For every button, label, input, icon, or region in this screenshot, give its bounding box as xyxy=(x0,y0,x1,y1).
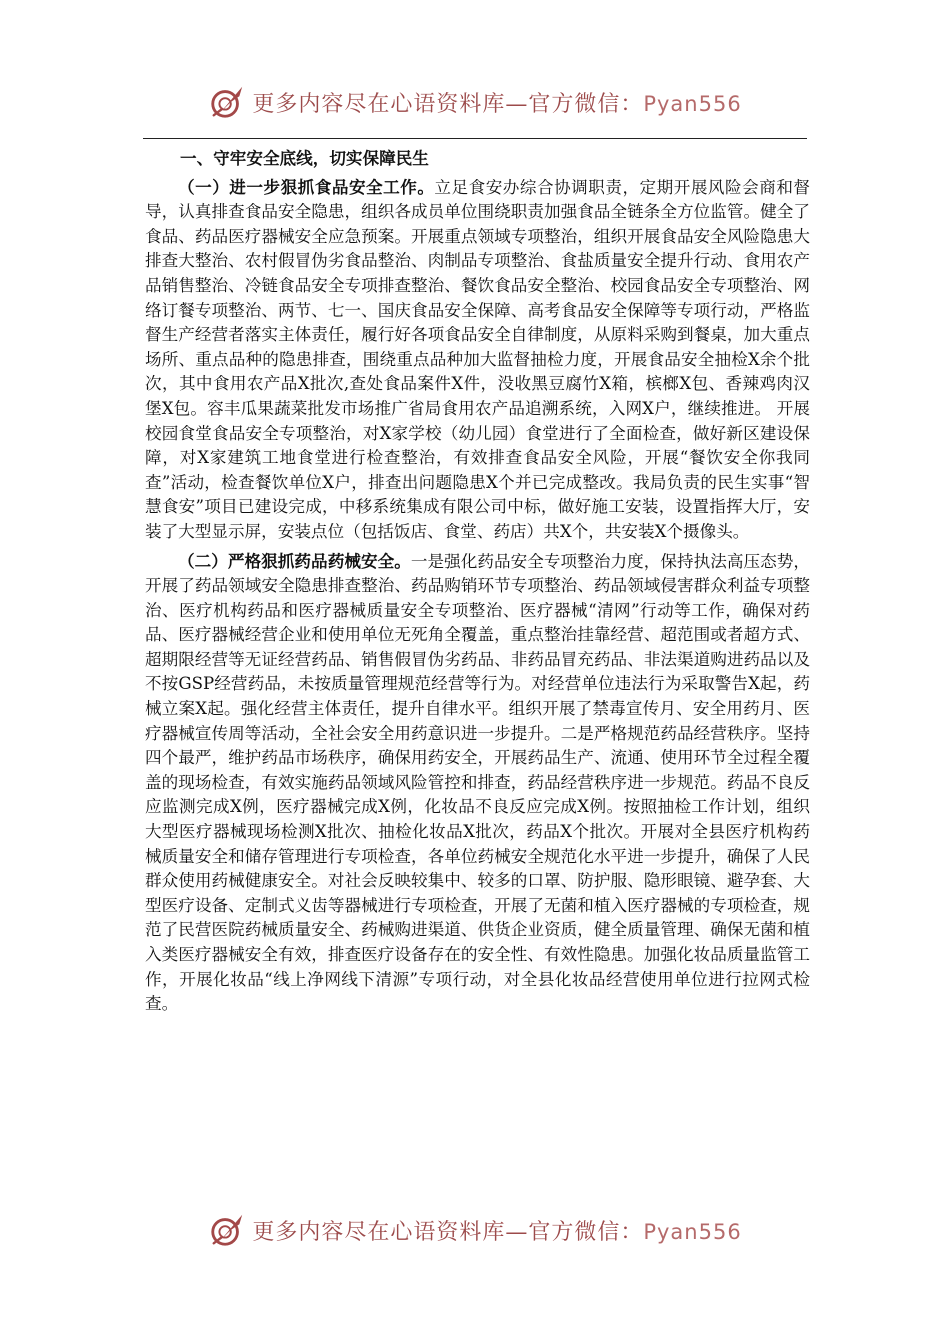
paragraph-text: 一是强化药品安全专项整治力度，保持执法高压态势，开展了药品领域安全隐患排查整治、药品购销环节专项整治、药品领域侵害群众利益专项整治、医疗机构药品和医疗器械质量安全专项整治、医疗器械“清网”行动等工作，确保对药品、医疗器械经营企业和使用单位无死角全覆盖，重点整治挂靠经营、超范围或者超方式、超期限经营等无证经营药品、销售假冒伪劣药品、非药品冒充药品、非法渠道购进药品以及不按GSP经营药品，未按质量管理规范经营等行为。对经营单位违法行为采取警告X起，药械立案X起。强化经营主体责任，提升自律水平。组织开展了禁毒宣传月、安全用药月、医疗器械宣传周等活动，全社会安全用药意识进一步提升。二是严格规范药品经营秩序。坚持四个最严，维护药品市场秩序，确保用药安全，开展药品生产、流通、使用环节全过程全覆盖的现场检查，有效实施药品领域风险管控和排查，药品经营秩序进一步规范。药品不良反应监测完成X例，医疗器械完成X例，化妆品不良反应完成X例。按照抽检工作计划，组织大型医疗器械现场检测X批次、抽检化妆品X批次，药品X个批次。开展对全县医疗机构药械质量安全和储存管理进行专项检查，各单位药械安全规范化水平进一步提升，确保了人民群众使用药械健康安全。对社会反映较集中、较多的口罩、防护服、隐形眼镜、避孕套、大型医疗设备、定制式义齿等器械进行专项检查，开展了无菌和植入医疗器械的专项检查，规范了民营医院药械质量安全、药械购进渠道、供货企业资质，健全质量管理、确保无菌和植入类医疗器械安全有效，排查医疗设备存在的安全性、有效性隐患。加强化妆品质量监管工作，开展化妆品“线上净网线下清源”专项行动，对全县化妆品经营使用单位进行拉网式检查。 xyxy=(145,551,811,1014)
watermark-banner-bottom xyxy=(0,1208,950,1252)
quill-logo-icon xyxy=(208,83,246,121)
watermark-prefix: 更多内容尽在心语资料库—官方微信： xyxy=(252,91,644,117)
watermark-banner-top xyxy=(0,80,950,124)
header-divider xyxy=(143,138,807,139)
quill-logo-icon xyxy=(208,1211,246,1249)
paragraph-text: 立足食安办综合协调职责，定期开展风险会商和督导，认真排查食品安全隐患，组织各成员单位围绕职责加强食品全链条全方位监管。健全了食品、药品医疗器械安全应急预案。开展重点领域专项整治，组织开展食品安全风险隐患大排查大整治、农村假冒伪劣食品整治、肉制品专项整治、食盐质量安全提升行动、食用农产品销售整治、冷链食品安全专项排查整治、餐饮食品安全整治、校园食品安全专项整治、网络订餐专项整治、两节、七一、国庆食品安全保障、高考食品安全保障等专项行动，严格监督生产经营者落实主体责任，履行好各项食品安全自律制度，从原料采购到餐桌，加大重点场所、重点品种的隐患排查，围绕重点品种加大监督抽检力度，开展食品安全抽检X余个批次，其中食用农产品X批次,查处食品案件X件，没收黑豆腐竹X箱，槟榔X包、香辣鸡肉汉堡X包。容丰瓜果蔬菜批发市场推广省局食用农产品追溯系统，入网X户，继续推进。 开展校园食堂食品安全专项整治，对X家学校（幼儿园）食堂进行了全面检查，做好新区建设保障，对X家建筑工地食堂进行检查整治，有效排查食品安全风险，开展“餐饮安全你我同查”活动，检查餐饮单位X户，排查出问题隐患X个并已完成整改。我局负责的民生实事“智慧食安”项目已建设完成，中移系统集成有限公司中标，做好施工安装，设置指挥大厅，安装了大型显示屏，安装点位（包括饭店、食堂、药店）共X个，共安装X个摄像头。 xyxy=(145,177,811,541)
watermark-text xyxy=(252,1215,741,1246)
document-body xyxy=(145,146,810,1017)
paragraph-lead: （一）进一步狠抓食品安全工作。 xyxy=(178,176,435,197)
wechat-id: Pyan556 xyxy=(643,1219,742,1244)
paragraph-drug-safety xyxy=(145,549,810,1017)
paragraph-lead: （二）严格狠抓药品药械安全。 xyxy=(178,550,411,571)
watermark-text xyxy=(252,87,741,118)
paragraph-food-safety xyxy=(145,175,810,545)
watermark-prefix: 更多内容尽在心语资料库—官方微信： xyxy=(252,1219,644,1245)
wechat-id: Pyan556 xyxy=(643,91,742,116)
section-heading: 一、守牢安全底线，切实保障民生 xyxy=(180,148,429,168)
